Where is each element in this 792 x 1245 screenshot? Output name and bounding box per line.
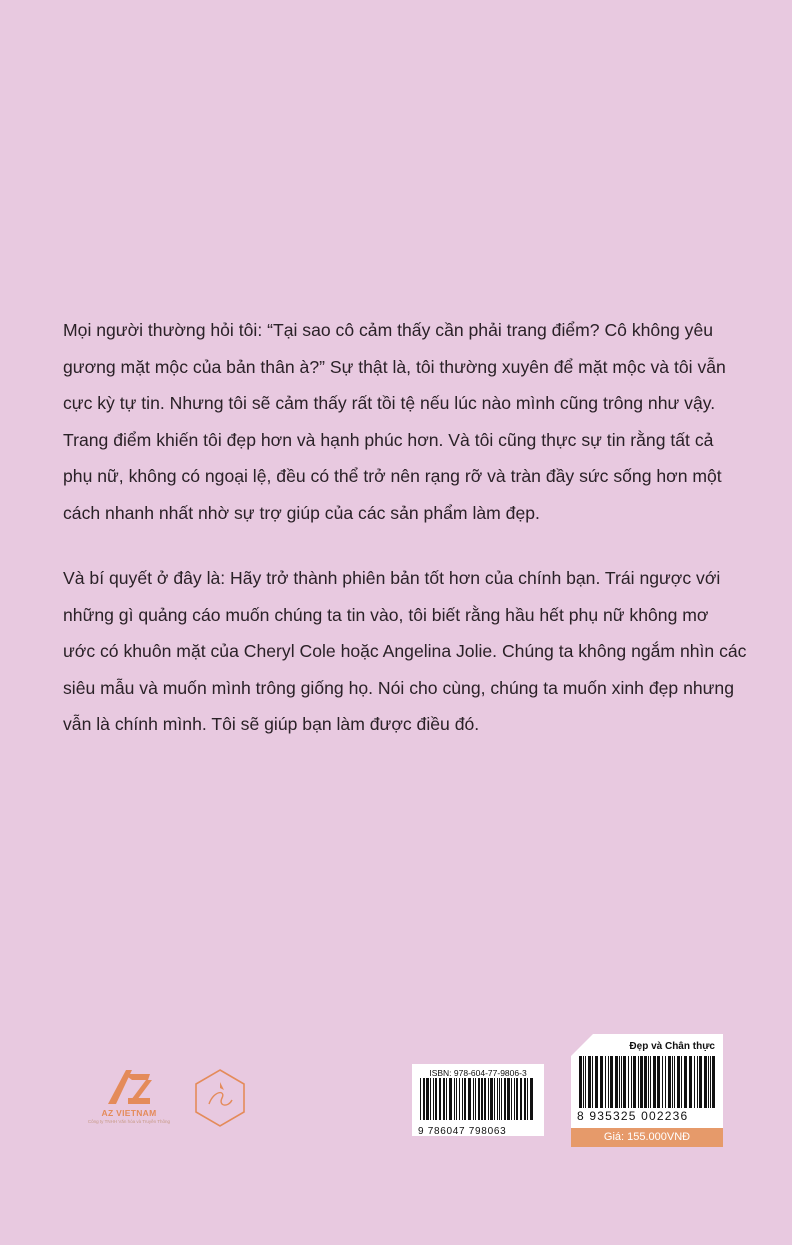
barcode-bar — [633, 1056, 636, 1108]
barcode-bar — [527, 1078, 528, 1120]
text-line: phụ nữ, không có ngoại lệ, đều có thể trở nên rạng rỡ và tràn đầy sức sống hơn một — [63, 466, 722, 487]
barcode-bar — [494, 1078, 495, 1120]
publisher-tagline: Công ty TNHH Văn hóa và Truyền Thông — [87, 1119, 171, 1124]
barcode-bar — [610, 1056, 613, 1108]
barcode-bar — [677, 1056, 680, 1108]
barcode-bar — [650, 1056, 651, 1108]
barcode-bar — [588, 1056, 591, 1108]
price-label: Giá: 155.000VNĐ — [571, 1128, 723, 1147]
barcode-bar — [674, 1056, 675, 1108]
barcode-bar — [497, 1078, 498, 1120]
barcode-bar — [511, 1078, 512, 1120]
barcode-bar — [484, 1078, 486, 1120]
barcode-bar — [631, 1056, 632, 1108]
isbn-barcode — [412, 1064, 544, 1136]
barcode-bar — [488, 1078, 489, 1120]
barcode-bar — [615, 1056, 618, 1108]
text-line: gương mặt mộc của bản thân à?” Sự thật là, tôi thường xuyên để mặt mộc và tôi vẫn — [63, 356, 726, 377]
barcode-bar — [478, 1078, 480, 1120]
barcode-bar — [446, 1078, 447, 1120]
price-barcode — [571, 1034, 723, 1147]
barcode-bar — [530, 1078, 533, 1120]
isbn-number: ISBN: 978-604-77-9806-3 — [429, 1068, 527, 1078]
barcode-bar — [454, 1078, 455, 1120]
barcode-bar — [644, 1056, 647, 1108]
barcode-bar — [475, 1078, 476, 1120]
cut-corner — [571, 1034, 593, 1056]
barcode-bar — [665, 1056, 666, 1108]
text-line: Và bí quyết ở đây là: Hãy trở thành phiên bản tốt hơn của chính bạn. Trái ngược với — [63, 568, 721, 588]
text-line: những gì quảng cáo muốn chúng ta tin vào, tôi biết rằng hầu hết phụ nữ không mơ — [63, 604, 709, 625]
barcode-bar — [473, 1078, 474, 1120]
barcode-bar — [449, 1078, 452, 1120]
barcode-bar — [648, 1056, 649, 1108]
barcode-bar — [662, 1056, 663, 1108]
barcode-bar — [605, 1056, 606, 1108]
barcode-bar — [712, 1056, 715, 1108]
barcode-bar — [697, 1056, 698, 1108]
book-title-label: Đẹp và Chân thực — [629, 1041, 715, 1052]
barcode-bar — [619, 1056, 620, 1108]
barcode-bar — [430, 1078, 431, 1120]
barcode-bar — [579, 1056, 582, 1108]
barcode-bar — [668, 1056, 671, 1108]
blurb-paragraph-2 — [63, 560, 747, 743]
barcode-bar — [592, 1056, 593, 1108]
barcode-bar — [514, 1078, 515, 1120]
isbn-digits: 9 786047 798063 — [418, 1126, 507, 1137]
barcode-bar — [689, 1056, 692, 1108]
barcode-bar — [600, 1056, 603, 1108]
barcode-bar — [499, 1078, 500, 1120]
barcode-bar — [507, 1078, 510, 1120]
isbn-barcode-bars — [418, 1078, 538, 1120]
text-line: ước có khuôn mặt của Cheryl Cole hoặc Angelina Jolie. Chúng ta không ngắm nhìn các — [63, 641, 747, 662]
text-line: vẫn là chính mình. Tôi sẽ giúp bạn làm được điều đó. — [63, 714, 480, 735]
ean-barcode-bars — [577, 1056, 717, 1108]
barcode-bar — [439, 1078, 441, 1120]
barcode-bar — [710, 1056, 711, 1108]
barcode-bar — [640, 1056, 643, 1108]
barcode-bar — [621, 1056, 622, 1108]
barcode-bar — [694, 1056, 695, 1108]
barcode-bar — [653, 1056, 656, 1108]
barcode-bar — [583, 1056, 584, 1108]
barcode-bar — [426, 1078, 429, 1120]
barcode-bar — [708, 1056, 709, 1108]
barcode-bar — [433, 1078, 434, 1120]
barcode-bar — [501, 1078, 502, 1120]
barcode-bar — [623, 1056, 626, 1108]
barcode-bar — [608, 1056, 609, 1108]
barcode-bar — [504, 1078, 506, 1120]
barcode-bar — [595, 1056, 598, 1108]
barcode-bar — [468, 1078, 471, 1120]
barcode-bar — [516, 1078, 518, 1120]
barcode-bar — [699, 1056, 702, 1108]
barcode-bar — [443, 1078, 445, 1120]
barcode-bar — [684, 1056, 687, 1108]
barcode-bar — [628, 1056, 629, 1108]
barcode-bar — [459, 1078, 460, 1120]
az-logo-icon — [104, 1068, 154, 1106]
az-vietnam-logo — [86, 1068, 172, 1124]
text-line: cực kỳ tự tin. Nhưng tôi sẽ cảm thấy rất tồi tệ nếu lúc nào mình cũng trông như vậy. — [63, 393, 716, 414]
barcode-bar — [420, 1078, 421, 1120]
blurb-paragraph-1 — [63, 312, 733, 532]
text-line: Mọi người thường hỏi tôi: “Tại sao cô cảm thấy cần phải trang điểm? Cô không yêu — [63, 320, 714, 340]
barcode-bar — [462, 1078, 463, 1120]
text-line: siêu mẫu và muốn mình trông giống họ. Nói cho cùng, chúng ta muốn xinh đẹp nhưng — [63, 677, 734, 698]
ean-digits: 8 935325 002236 — [577, 1109, 689, 1123]
text-line: Trang điểm khiến tôi đẹp hơn và hạnh phúc hơn. Và tôi cũng thực sự tin rằng tất cả — [63, 429, 714, 450]
barcode-bar — [490, 1078, 493, 1120]
barcode-bar — [423, 1078, 425, 1120]
barcode-bar — [524, 1078, 526, 1120]
barcode-bar — [456, 1078, 457, 1120]
barcode-bar — [585, 1056, 586, 1108]
barcode-bar — [481, 1078, 483, 1120]
barcode-bar — [681, 1056, 682, 1108]
barcode-bar — [520, 1078, 522, 1120]
skybooks-logo-icon — [192, 1068, 248, 1128]
barcode-bar — [704, 1056, 707, 1108]
barcode-bar — [638, 1056, 639, 1108]
barcode-bar — [672, 1056, 673, 1108]
text-line: cách nhanh nhất nhờ sự trợ giúp của các sản phẩm làm đẹp. — [63, 502, 540, 523]
barcode-bar — [464, 1078, 466, 1120]
barcode-bar — [657, 1056, 660, 1108]
publisher-name: AZ VIETNAM — [101, 1108, 157, 1118]
barcode-bar — [435, 1078, 437, 1120]
